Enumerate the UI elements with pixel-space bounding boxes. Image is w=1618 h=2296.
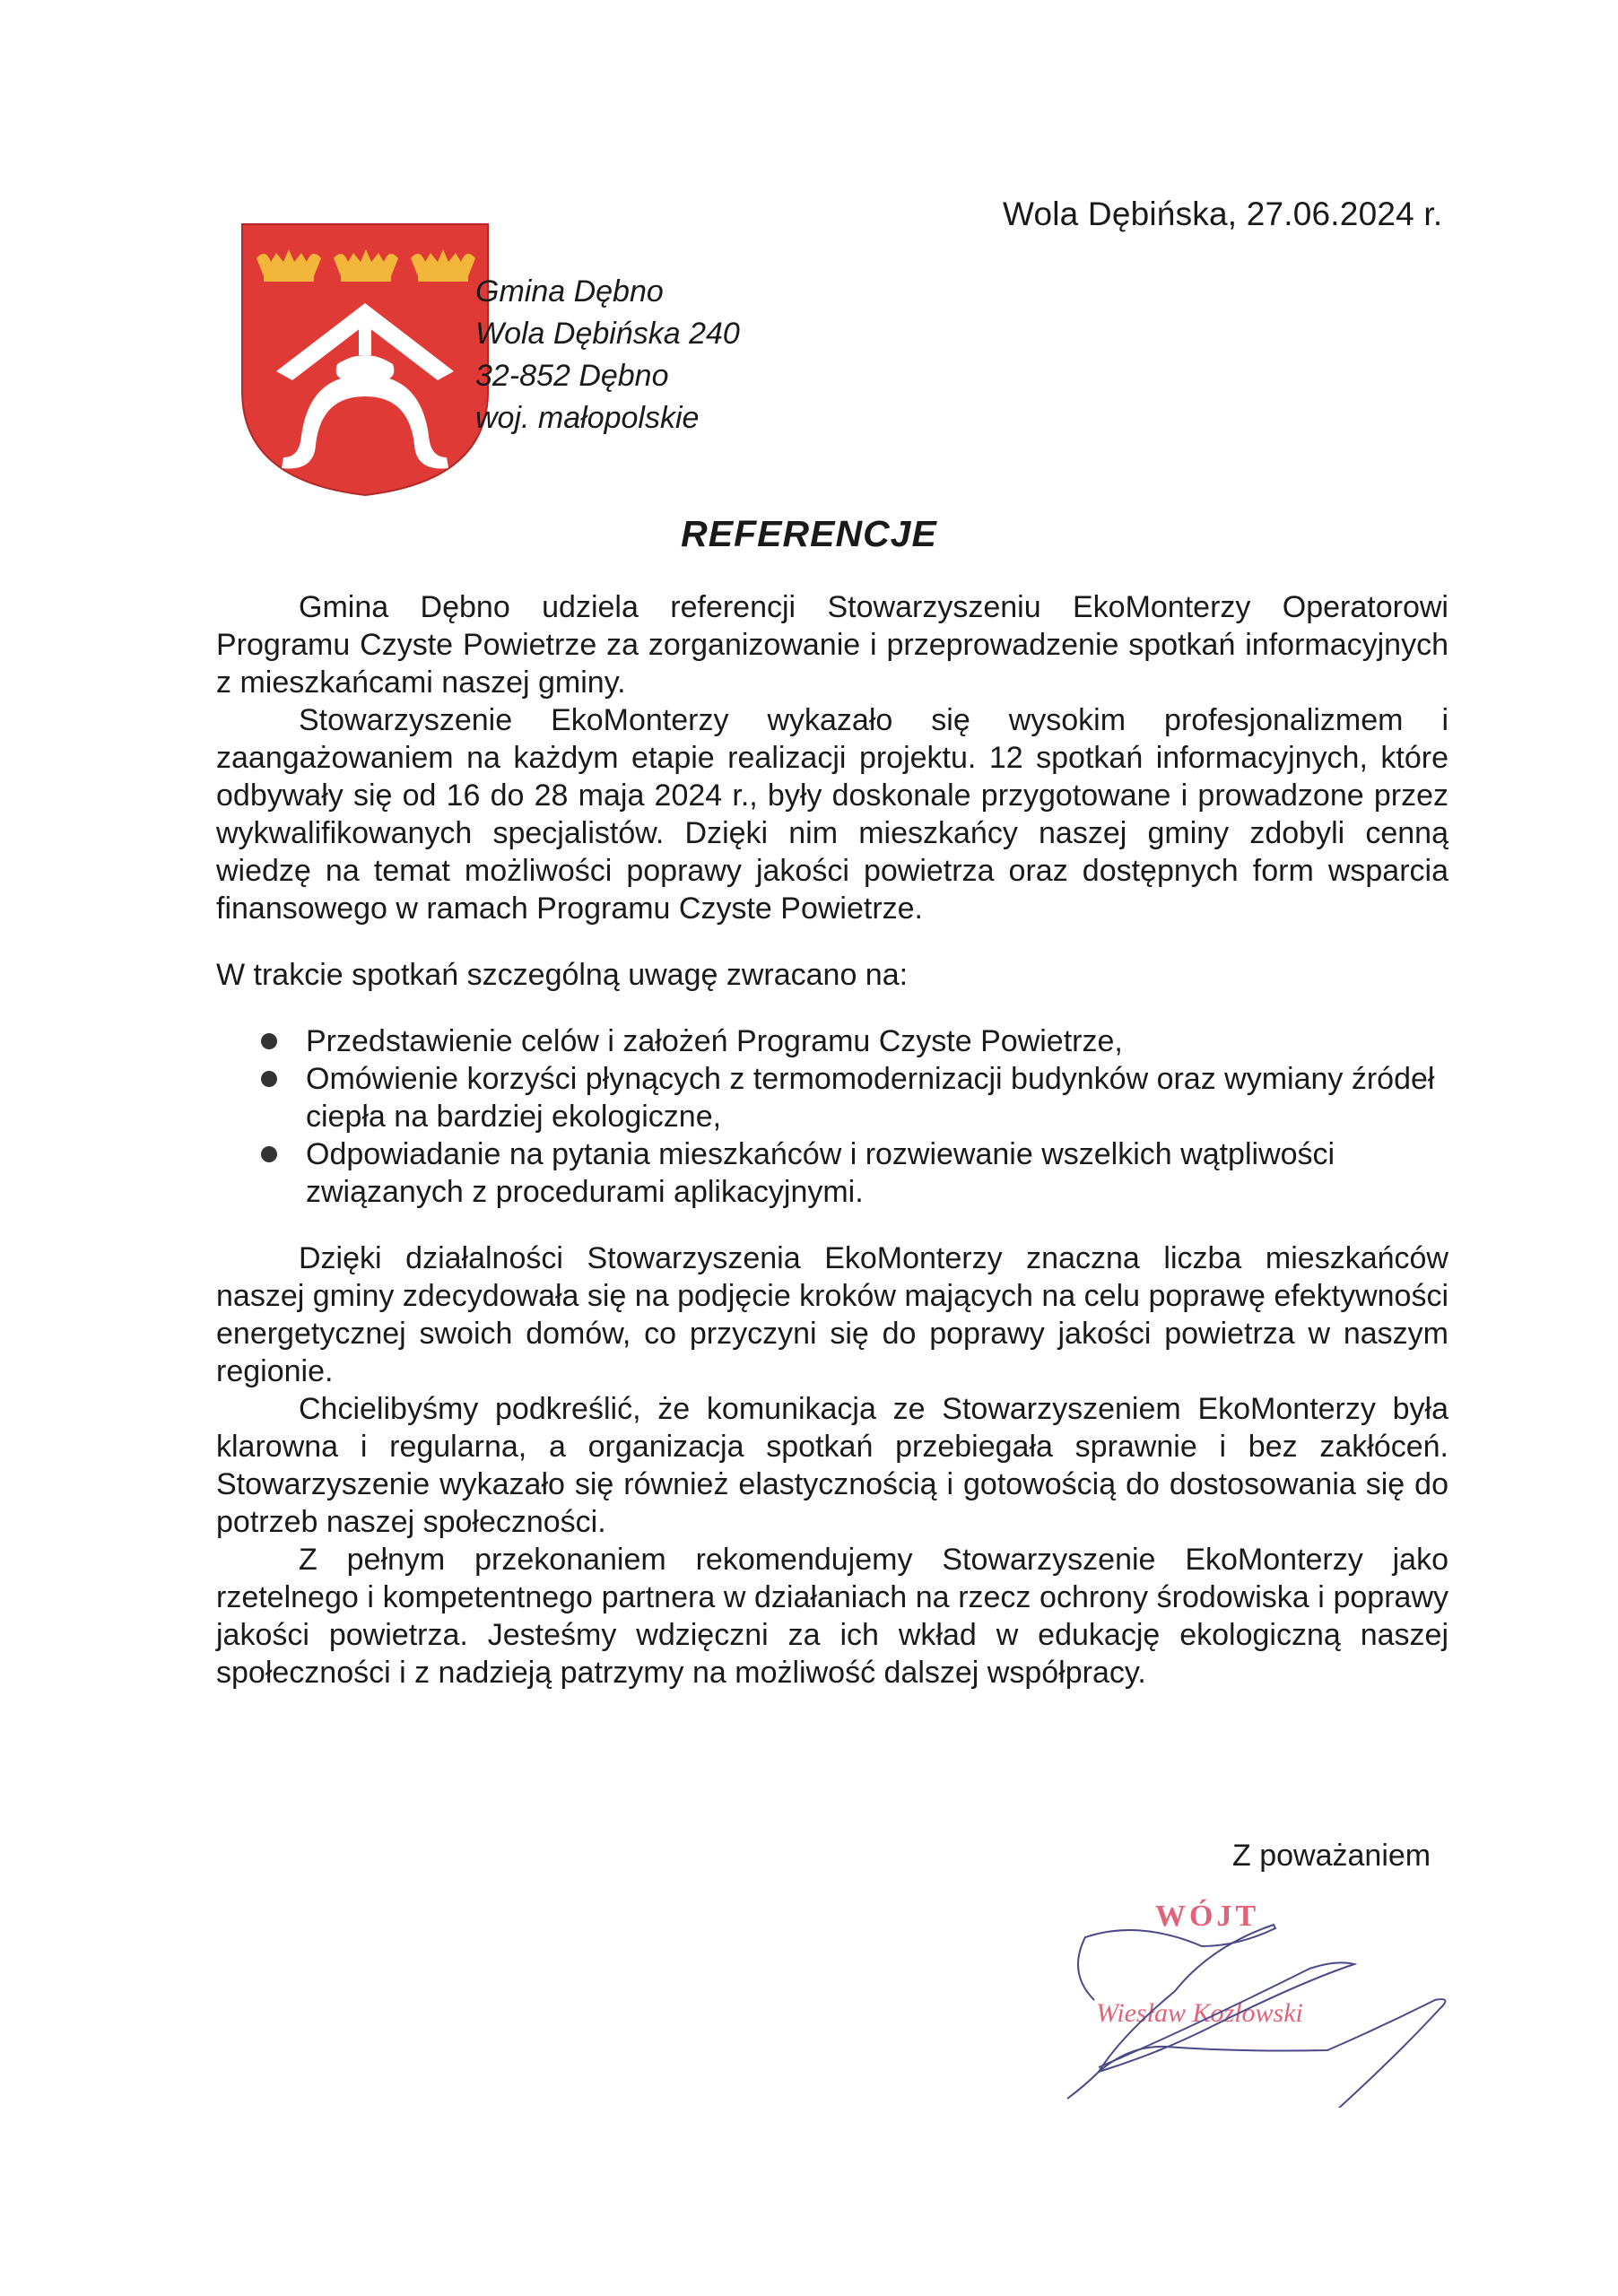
topics-list — [216, 1022, 1448, 1211]
address-line: 32-852 Dębno — [475, 359, 669, 393]
paragraph: Gmina Dębno udziela referencji Stowarzyszeniu EkoMonterzy Operatorowi Programu Czyste Powietrze za zorganizowanie i przeprowadzenie spotkań informacyjnych z mieszkańcami naszej gminy. — [216, 590, 1448, 700]
list-item: Odpowiadanie na pytania mieszkańców i rozwiewanie wszelkich wątpliwości związanych z procedurami aplikacyjnymi. — [261, 1135, 1448, 1211]
closing-salutation: Z poważaniem — [1232, 1839, 1431, 1873]
address-line: Wola Dębińska 240 — [475, 317, 740, 351]
list-item: Przedstawienie celów i założeń Programu Czyste Powietrze, — [261, 1022, 1448, 1060]
paragraph: Chcielibyśmy podkreślić, że komunikacja ze Stowarzyszeniem EkoMonterzy była klarowna i regularna, a organizacja spotkań przebiegała sprawnie i bez zakłóceń. Stowarzyszenie wykazało się również elastycznością i gotowością do dostosowania się do potrzeb naszej społeczności. — [216, 1392, 1448, 1539]
letter-body — [216, 588, 1448, 1692]
place-and-date: Wola Dębińska, 27.06.2024 r. — [1003, 196, 1443, 232]
paragraph: Z pełnym przekonaniem rekomendujemy Stowarzyszenie EkoMonterzy jako rzetelnego i kompetentnego partnera w działaniach na rzecz ochrony środowiska i poprawy jakości powietrza. Jesteśmy wdzięczni za ich wkład w edukację ekologiczną naszej społeczności i z nadzieją patrzymy na możliwość dalszej współpracy. — [216, 1543, 1448, 1690]
address-line: Gmina Dębno — [475, 274, 664, 309]
list-item: Omówienie korzyści płynących z termomodernizacji budynków oraz wymiany źródeł ciepła na bardziej ekologiczne, — [261, 1060, 1448, 1135]
coat-of-arms-icon — [239, 221, 491, 499]
bullet-icon — [261, 1146, 277, 1162]
paragraph: Stowarzyszenie EkoMonterzy wykazało się wysokim profesjonalizmem i zaangażowaniem na każdym etapie realizacji projektu. 12 spotkań informacyjnych, które odbywały się od 16 do 28 maja 2024 r., były doskonale przygotowane i prowadzone przez wykwalifikowanych specjalistów. Dzięki nim mieszkańcy naszej gminy zdobyli cenną wiedzę na temat możliwości poprawy jakości powietrza oraz dostępnych form wsparcia finansowego w ramach Programu Czyste Powietrze. — [216, 703, 1448, 926]
document-title: REFERENCJE — [681, 513, 937, 554]
stamp-title: WÓJT — [1155, 1900, 1260, 1933]
bullet-icon — [261, 1071, 277, 1087]
bullet-icon — [261, 1033, 277, 1049]
signature-scribble-icon — [1031, 1892, 1480, 2108]
paragraph: Dzięki działalności Stowarzyszenia EkoMonterzy znaczna liczba mieszkańców naszej gminy zdecydowała się na podjęcie kroków mających na celu poprawę efektywności energetycznej swoich domów, co przyczyni się do poprawy jakości powietrza w naszym regionie. — [216, 1241, 1448, 1388]
sender-address — [475, 271, 740, 439]
stamp-name: Wiesław Kozłowski — [1096, 1998, 1303, 2028]
paragraph: W trakcie spotkań szczególną uwagę zwracano na: — [216, 958, 909, 992]
address-line: woj. małopolskie — [475, 401, 700, 435]
